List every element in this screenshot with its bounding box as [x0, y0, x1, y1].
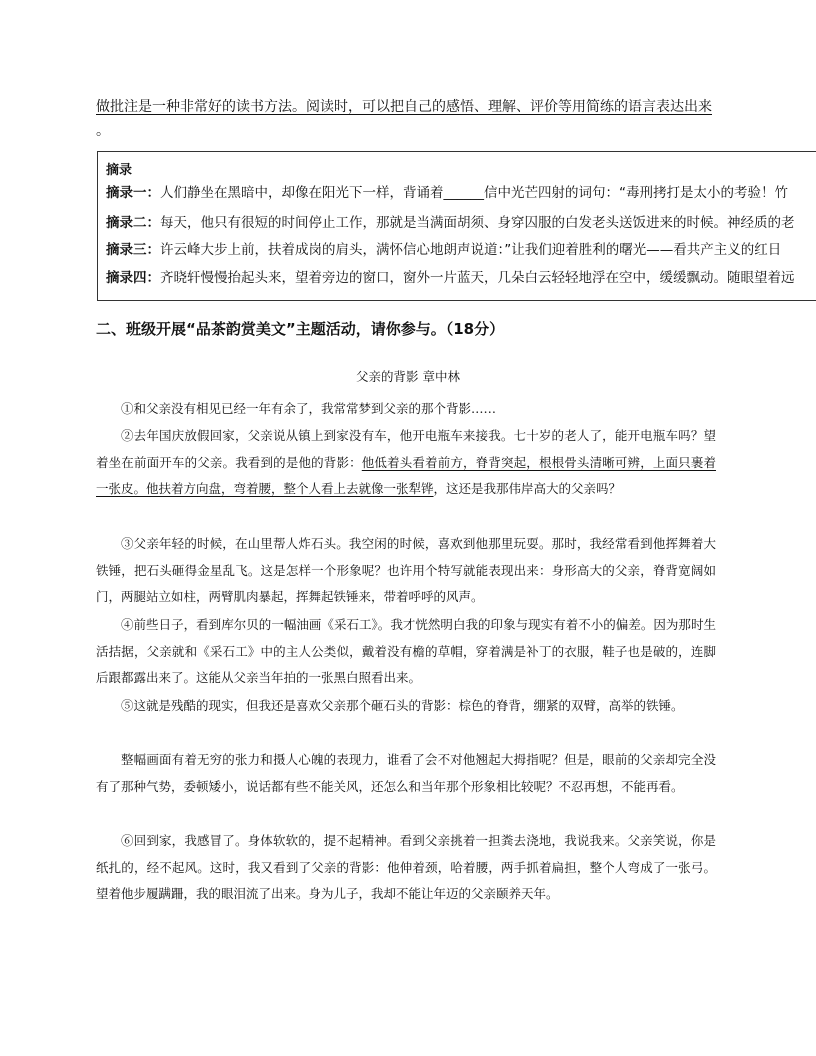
- essay-paragraph-3: ③父亲年轻的时候，在山里帮人炸石头。我空闲的时候，喜欢到他那里玩耍。那时，我经常看到他挥舞着大铁锤，把石头砸得金星乱飞。这是怎样一个形象呢？也许用个特写就能表现出来：身形高大的父亲，脊背宽阔如门，两腿站立如柱，两臂肌肉暴起，挥舞起铁锤来，带着呼呼的风声。: [96, 536, 716, 604]
- excerpt-label: 摘录二：: [106, 215, 160, 231]
- excerpt-text: 每天，他只有很短的时间停止工作，那就是当满面胡须、身穿囚服的白发老头送饭进来的时候。神经质的老: [160, 215, 795, 231]
- excerpt-row: [106, 240, 781, 260]
- excerpt-row: [106, 268, 795, 288]
- excerpt-box-title: 摘录: [106, 163, 133, 178]
- essay-paragraph-7: ⑥回到家，我感冒了。身体软软的，提不起精神。看到父亲挑着一担粪去浇地，我说我来。父亲笑说，你是纸扎的，经不起风。这时，我又看到了父亲的背影：他伸着颈，哈着腰，两手抓着扁担，整个人弯成了一张弓。望着他步履蹒跚，我的眼泪流了出来。身为儿子，我却不能让年迈的父亲颐养天年。: [96, 833, 716, 901]
- essay-p2-end: ，这还是我那伟岸高大的父亲吗？: [433, 481, 622, 496]
- excerpt-text: 许云峰大步上前，扶着成岗的肩头，满怀信心地朗声说道：”让我们迎着胜利的曙光——看共产主义的红日: [160, 242, 782, 258]
- intro-text: [96, 95, 736, 143]
- excerpt-text: 人们静坐在黑暗中，却像在阳光下一样，背诵着______信中光芒四射的词句：“毒刑拷打是太小的考验！竹: [160, 185, 788, 201]
- intro-line-1: 做批注是一种非常好的读书方法。阅读时，可以把自己的感悟、理解、评价等用简练的语言表达出来: [96, 99, 712, 115]
- excerpt-row: [106, 183, 788, 203]
- essay-p2-start: ②去年国庆放假回家，父亲说从镇上到家没有车，他开电瓶车来接我。七十岁的老人了，能开电瓶车吗？望着坐在前面开车的父亲。我看到的是他的背影：: [96, 428, 716, 470]
- intro-line-2: 。: [96, 123, 110, 139]
- essay-paragraph-2: [96, 423, 716, 503]
- essay-paragraph-6: 整幅画面有着无穷的张力和摄人心魄的表现力，谁看了会不对他翘起大拇指呢？但是，眼前的父亲却完全没有了那种气势，委顿矮小，说话都有些不能关风，还怎么和当年那个形象相比较呢？不忍再想，不能再看。: [96, 752, 716, 794]
- excerpt-label: 摘录一：: [106, 185, 160, 201]
- essay-title: 父亲的背影 章中林: [356, 369, 460, 384]
- section-heading: 二、班级开展“品茶韵赏美文”主题活动，请你参与。（18分）: [96, 320, 505, 338]
- excerpt-row: [106, 213, 795, 233]
- excerpt-text: 齐晓轩慢慢抬起头来，望着旁边的窗口，窗外一片蓝天，几朵白云轻轻地浮在空中，缓缓飘动。随眼望着远: [160, 270, 795, 286]
- essay-paragraph-1: ①和父亲没有相见已经一年有余了，我常常梦到父亲的那个背影……: [121, 401, 497, 416]
- essay-paragraph-4: ④前些日子，看到库尔贝的一幅油画《采石工》。我才恍然明白我的印象与现实有着不小的偏差。因为那时生活拮据，父亲就和《采石工》中的主人公类似，戴着没有檐的草帽，穿着满是补丁的衣服，鞋子也是破的，连脚后跟都露出来了。这能从父亲当年拍的一张黑白照看出来。: [96, 617, 716, 685]
- essay-paragraph-5: ⑤这就是残酷的现实，但我还是喜欢父亲那个砸石头的背影：棕色的脊背，绷紧的双臂，高举的铁锤。: [121, 698, 684, 713]
- excerpt-label: 摘录四：: [106, 270, 160, 286]
- excerpt-box: [97, 151, 816, 301]
- essay-p2-underlined: 他低着头看着前方，脊背突起，根根骨头清晰可辨，上面只裹着一张皮。他扶着方向盘，弯着腰，整个人看上去就像一张犁铧: [96, 454, 716, 496]
- excerpt-label: 摘录三：: [106, 242, 160, 258]
